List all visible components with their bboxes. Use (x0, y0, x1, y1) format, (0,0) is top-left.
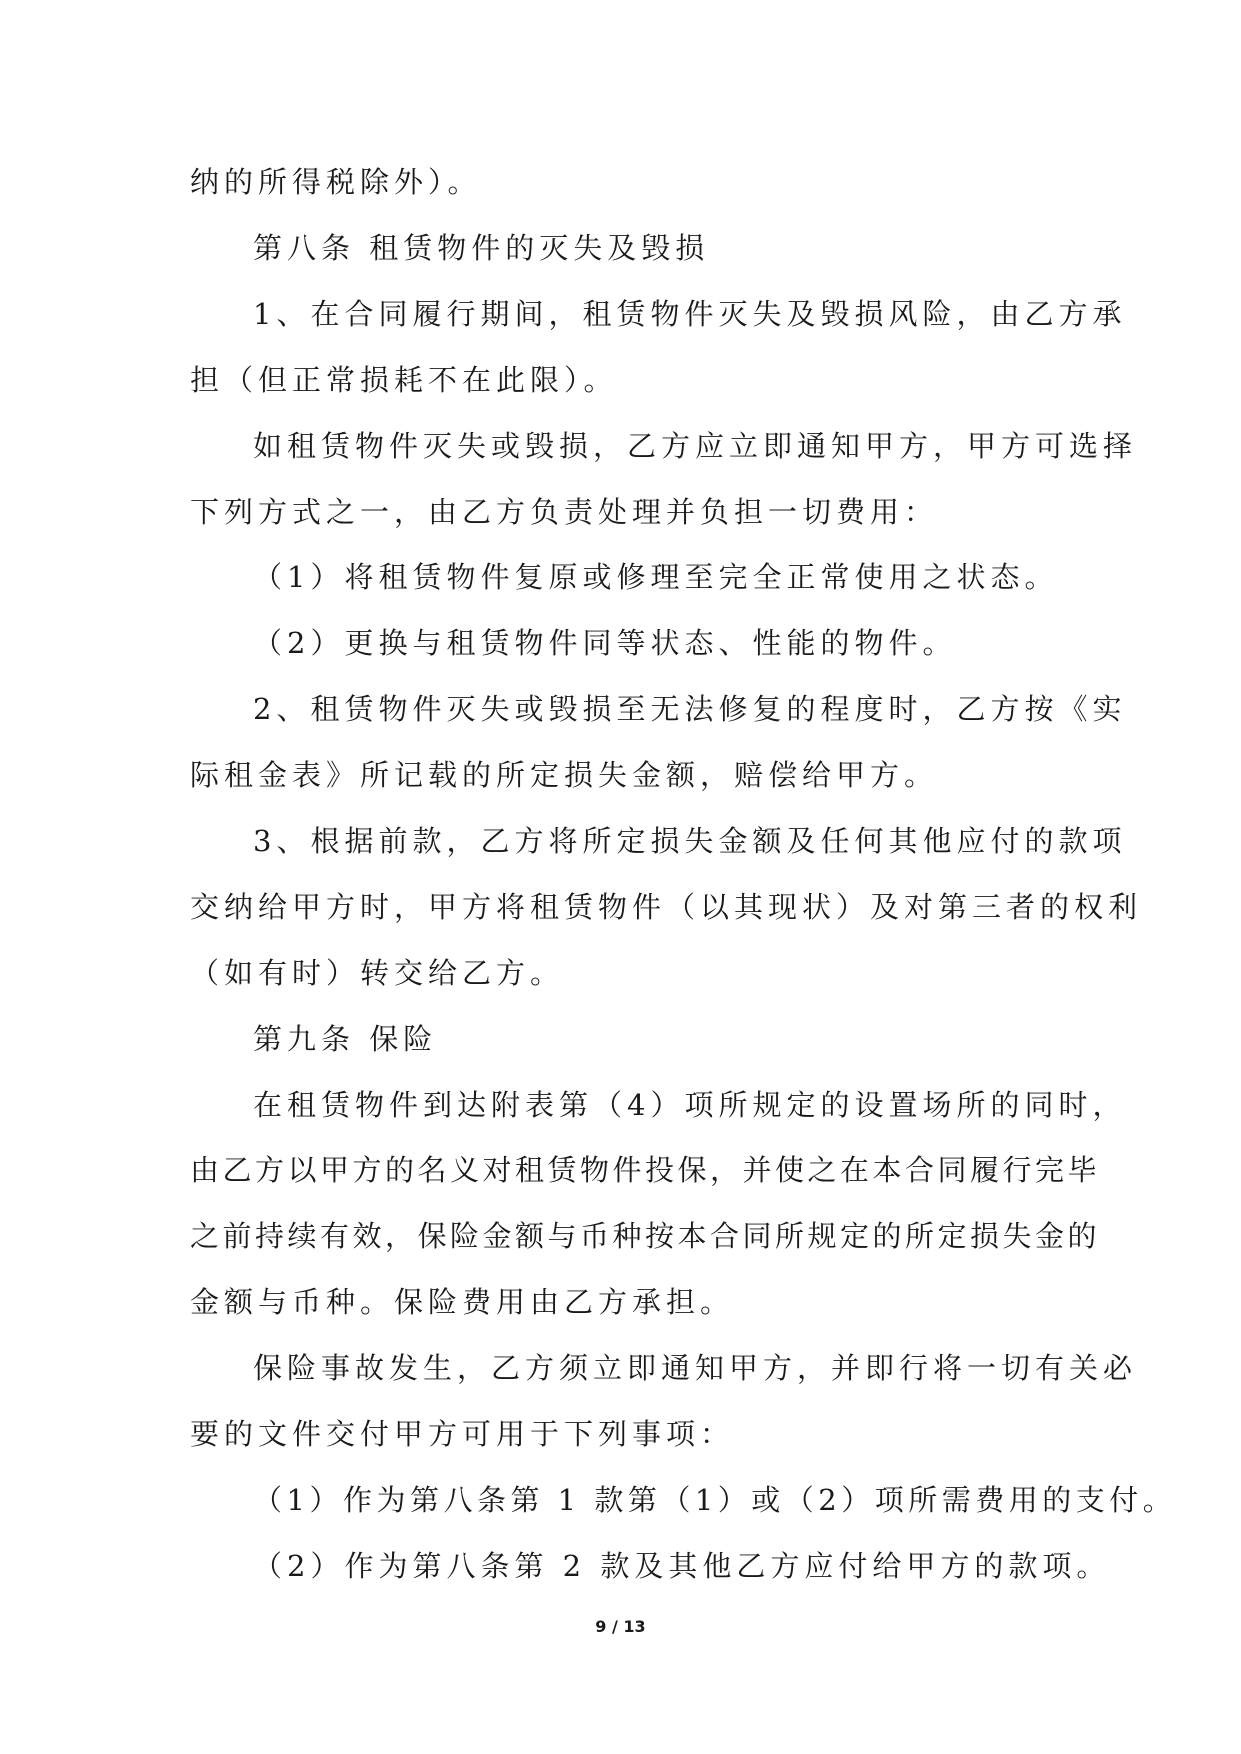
text-line: 交纳给甲方时，甲方将租赁物件（以其现状）及对第三者的权利 (190, 890, 1143, 924)
page-number: 9 / 13 (595, 1617, 646, 1636)
text-line: 之前持续有效，保险金额与币种按本合同所规定的所定损失金的 (190, 1219, 1101, 1253)
text-line: 际租金表》所记载的所定损失金额，赔偿给甲方。 (190, 758, 939, 792)
article-heading: 第九条 保险 (253, 1022, 438, 1056)
text-line: 2、租赁物件灭失或毁损至无法修复的程度时，乙方按《实 (253, 692, 1127, 726)
text-line: 3、根据前款，乙方将所定损失金额及任何其他应付的款项 (253, 824, 1127, 858)
text-line: 要的文件交付甲方可用于下列事项： (190, 1417, 735, 1451)
article-heading: 第八条 租赁物件的灭失及毁损 (253, 231, 710, 265)
text-line: 如租赁物件灭失或毁损，乙方应立即通知甲方，甲方可选择 (253, 429, 1138, 463)
list-item: （1）将租赁物件复原或修理至完全正常使用之状态。 (253, 560, 1059, 594)
text-line: （如有时）转交给乙方。 (190, 956, 565, 990)
text-line: 由乙方以甲方的名义对租赁物件投保，并使之在本合同履行完毕 (190, 1153, 1101, 1187)
list-item: （2）作为第八条第 2 款及其他乙方应付给甲方的款项。 (253, 1549, 1111, 1583)
text-line: 保险事故发生，乙方须立即通知甲方，并即行将一切有关必 (253, 1351, 1138, 1385)
text-line: 纳的所得税除外）。 (190, 165, 482, 199)
list-item: （2）更换与租赁物件同等状态、性能的物件。 (253, 626, 957, 660)
text-line: 下列方式之一，由乙方负责处理并负担一切费用： (190, 495, 939, 529)
text-line: 金额与币种。保险费用由乙方承担。 (190, 1285, 735, 1319)
text-line: 担（但正常损耗不在此限）。 (190, 363, 618, 397)
list-item: （1）作为第八条第 1 款第（1）或（2）项所需费用的支付。 (253, 1483, 1177, 1517)
text-line: 在租赁物件到达附表第（4）项所规定的设置场所的同时， (253, 1088, 1127, 1122)
text-line: 1、在合同履行期间，租赁物件灭失及毁损风险，由乙方承 (253, 297, 1127, 331)
